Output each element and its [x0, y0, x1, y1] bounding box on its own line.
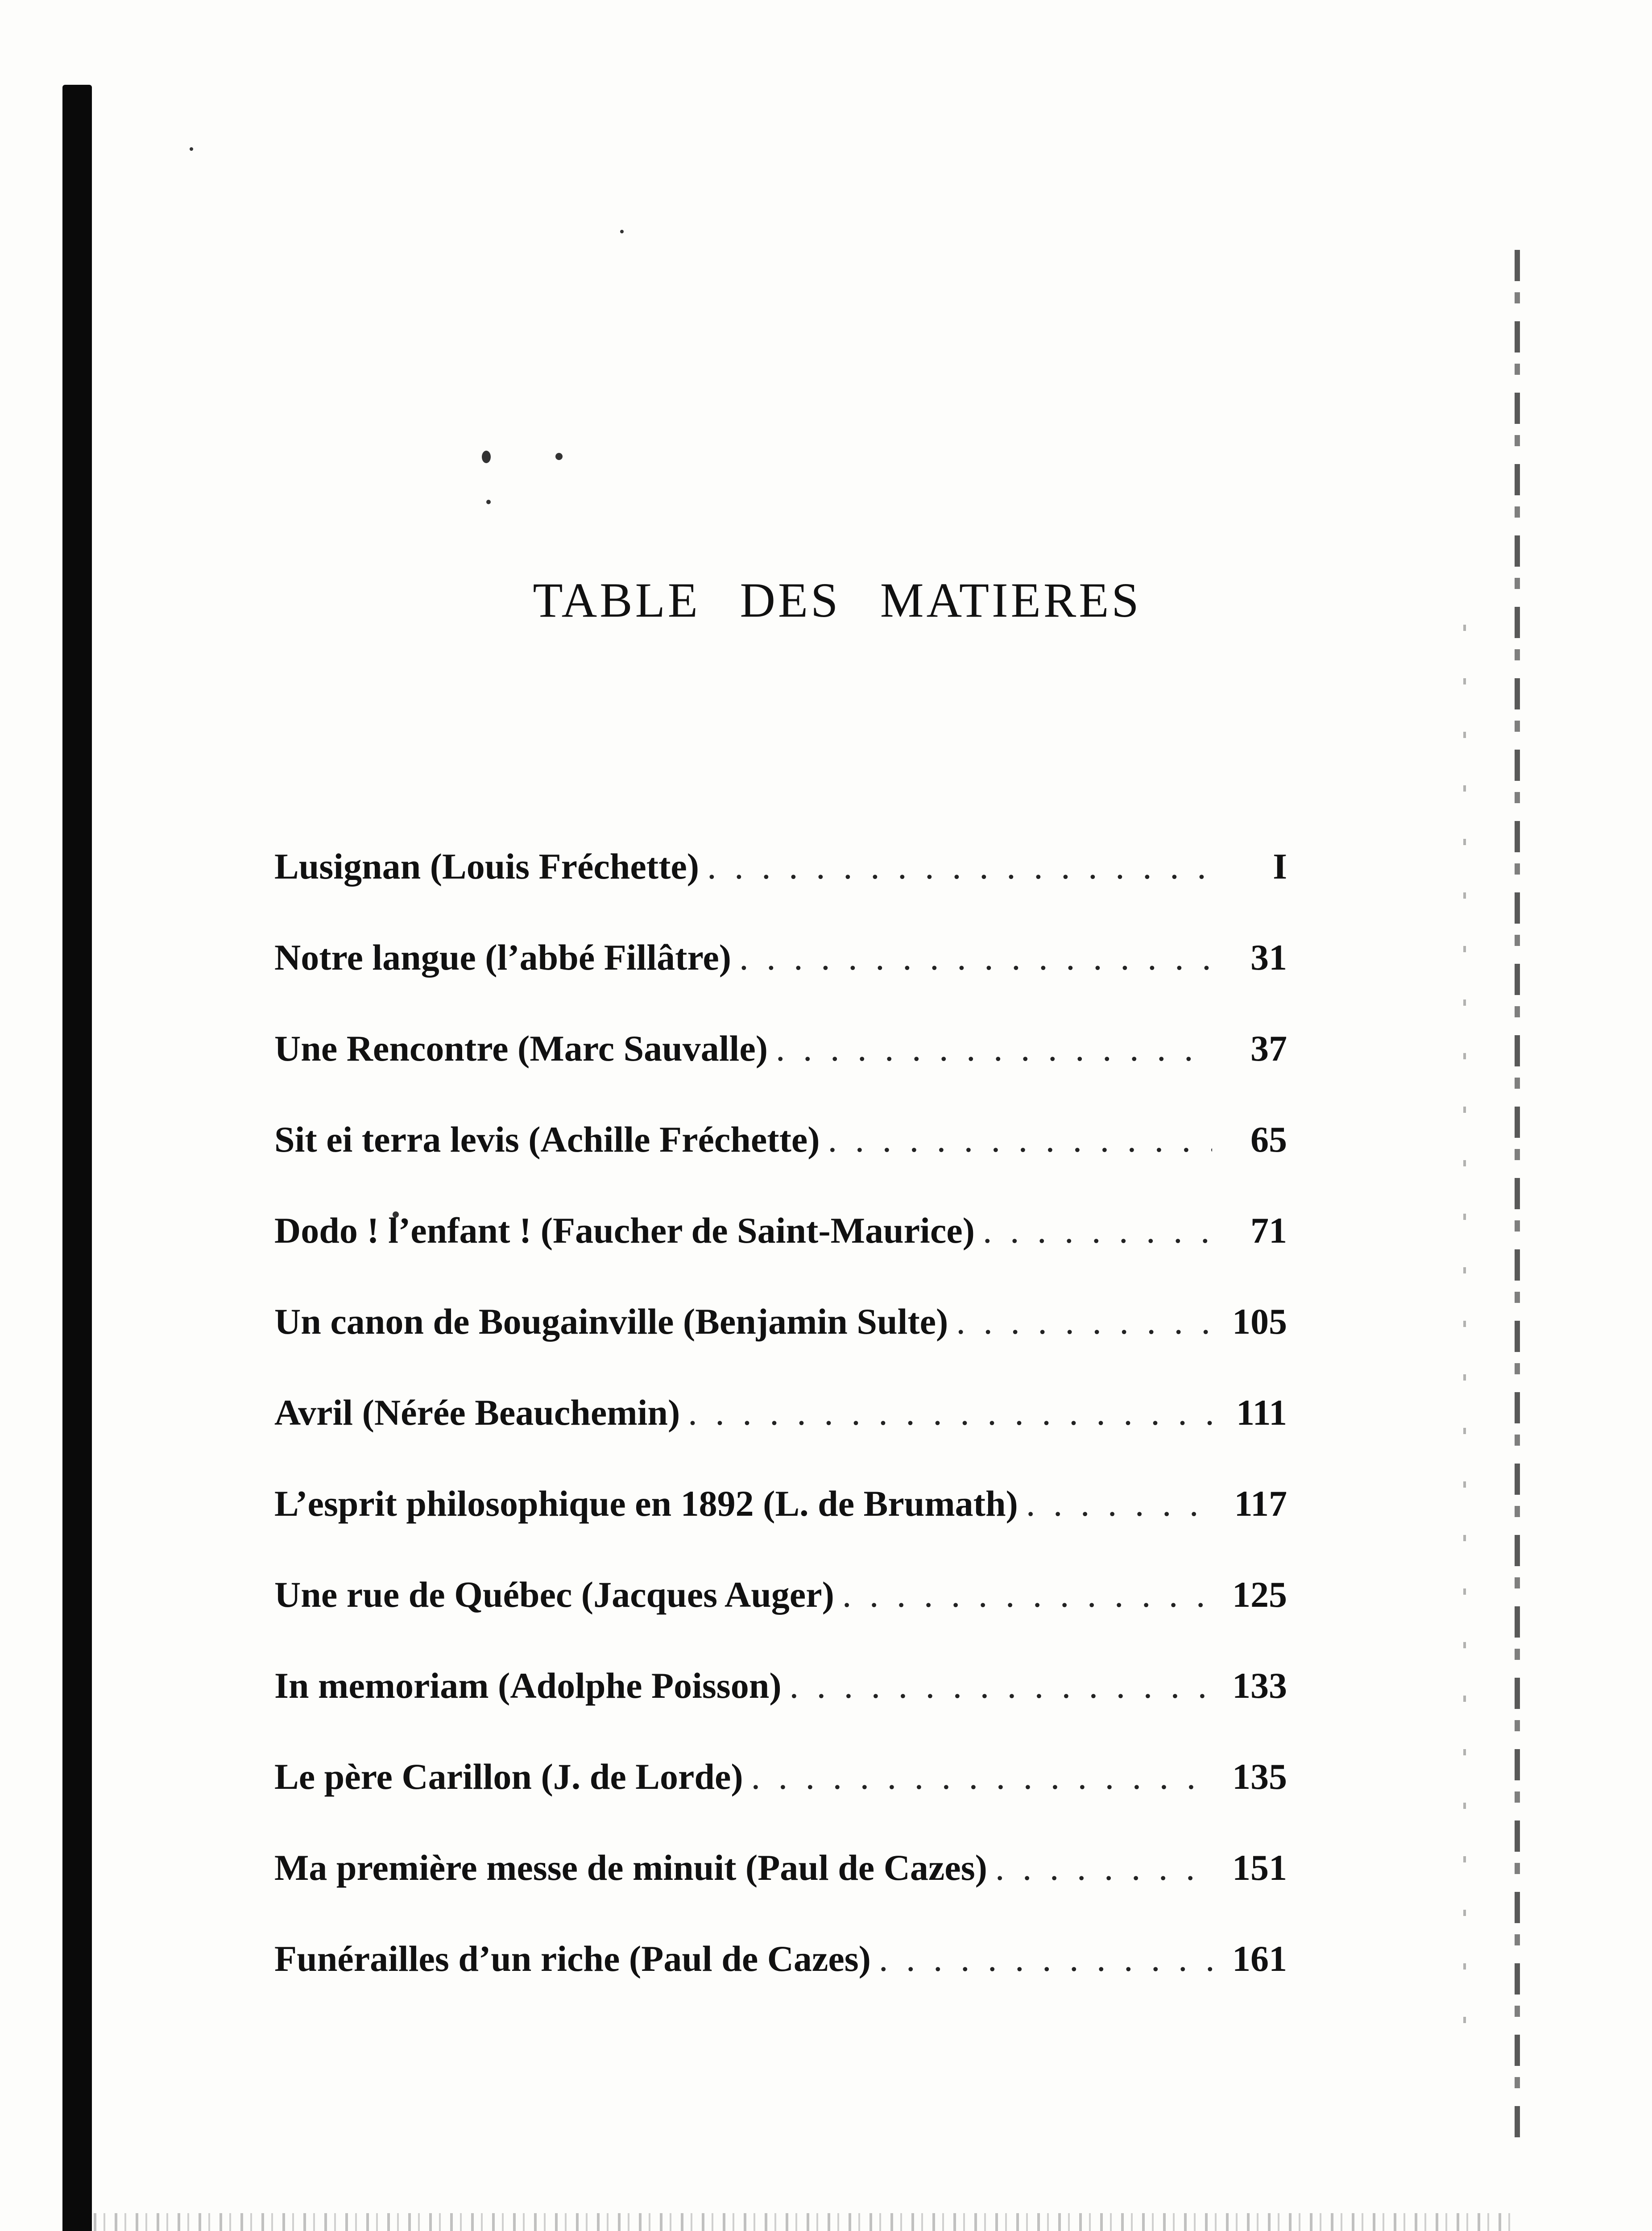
toc-entry-title: Une rue de Québec (Jacques Auger) [274, 1574, 834, 1615]
toc-entry-page: 111 [1236, 1392, 1287, 1433]
toc-entry-title: Dodo ! l’enfant ! (Faucher de Saint-Maurice) [274, 1210, 975, 1251]
dot-leader [995, 1847, 1212, 1889]
dot-leader [707, 846, 1212, 887]
toc-entry-title: Ma première messe de minuit (Paul de Cazes) [274, 1847, 987, 1888]
toc-entry-title: Le père Carillon (J. de Lorde) [274, 1756, 743, 1797]
toc-entry [274, 1483, 1287, 1574]
dot-leader [688, 1392, 1212, 1434]
speck [486, 500, 491, 504]
toc-entry-page: 125 [1232, 1574, 1287, 1615]
speck [482, 451, 491, 463]
table-of-contents [274, 846, 1287, 2029]
dot-leader [879, 1938, 1212, 1980]
toc-entry-title: Un canon de Bougainville (Benjamin Sulte) [274, 1301, 948, 1342]
toc-entry [274, 1119, 1287, 1210]
dot-leader [1026, 1483, 1212, 1525]
toc-entry-page: 117 [1234, 1483, 1287, 1524]
toc-entry [274, 1847, 1287, 1938]
right-edge-artifact-secondary [1463, 625, 1466, 2053]
toc-entry [274, 937, 1287, 1028]
toc-entry-page: 71 [1250, 1210, 1287, 1251]
dot-leader [956, 1301, 1212, 1343]
toc-entry-title: L’esprit philosophique en 1892 (L. de Brumath) [274, 1483, 1018, 1524]
toc-entry [274, 1665, 1287, 1756]
dot-leader [776, 1028, 1212, 1070]
toc-entry [274, 1028, 1287, 1119]
dot-leader [983, 1210, 1212, 1252]
toc-entry [274, 1756, 1287, 1847]
toc-entry [274, 1574, 1287, 1665]
dot-leader [842, 1574, 1212, 1616]
speck [620, 230, 624, 233]
speck [190, 147, 193, 151]
dot-leader [828, 1119, 1212, 1161]
toc-entry [274, 1392, 1287, 1483]
toc-entry-page: 37 [1250, 1028, 1287, 1069]
toc-entry [274, 846, 1287, 937]
toc-entry-title: Notre langue (l’abbé Fillâtre) [274, 937, 732, 978]
page-title: TABLE DES MATIERES [533, 573, 1142, 627]
toc-entry-title: In memoriam (Adolphe Poisson) [274, 1665, 782, 1706]
toc-entry-page: 133 [1232, 1665, 1287, 1706]
toc-entry-title: Sit ei terra levis (Achille Fréchette) [274, 1119, 820, 1160]
toc-entry-page: 31 [1250, 937, 1287, 978]
toc-entry-page: 135 [1232, 1756, 1287, 1797]
right-edge-artifact [1515, 250, 1520, 2146]
dot-leader [751, 1756, 1212, 1798]
toc-entry-page: 151 [1232, 1847, 1287, 1888]
toc-entry [274, 1301, 1287, 1392]
dot-leader [739, 937, 1212, 979]
binding-edge [62, 85, 92, 2231]
toc-entry-page: 65 [1250, 1119, 1287, 1160]
toc-entry-page: I [1273, 846, 1287, 887]
dot-leader [790, 1665, 1212, 1707]
toc-entry-title: Une Rencontre (Marc Sauvalle) [274, 1028, 768, 1069]
bottom-edge-artifact [94, 2213, 1512, 2231]
toc-entry [274, 1210, 1287, 1301]
toc-entry-page: 105 [1232, 1301, 1287, 1342]
toc-entry-title: Lusignan (Louis Fréchette) [274, 846, 700, 887]
toc-entry-title: Avril (Nérée Beauchemin) [274, 1392, 680, 1433]
toc-entry-page: 161 [1232, 1938, 1287, 1979]
toc-entry-title: Funérailles d’un riche (Paul de Cazes) [274, 1938, 871, 1979]
speck [555, 453, 563, 460]
toc-entry [274, 1938, 1287, 2029]
